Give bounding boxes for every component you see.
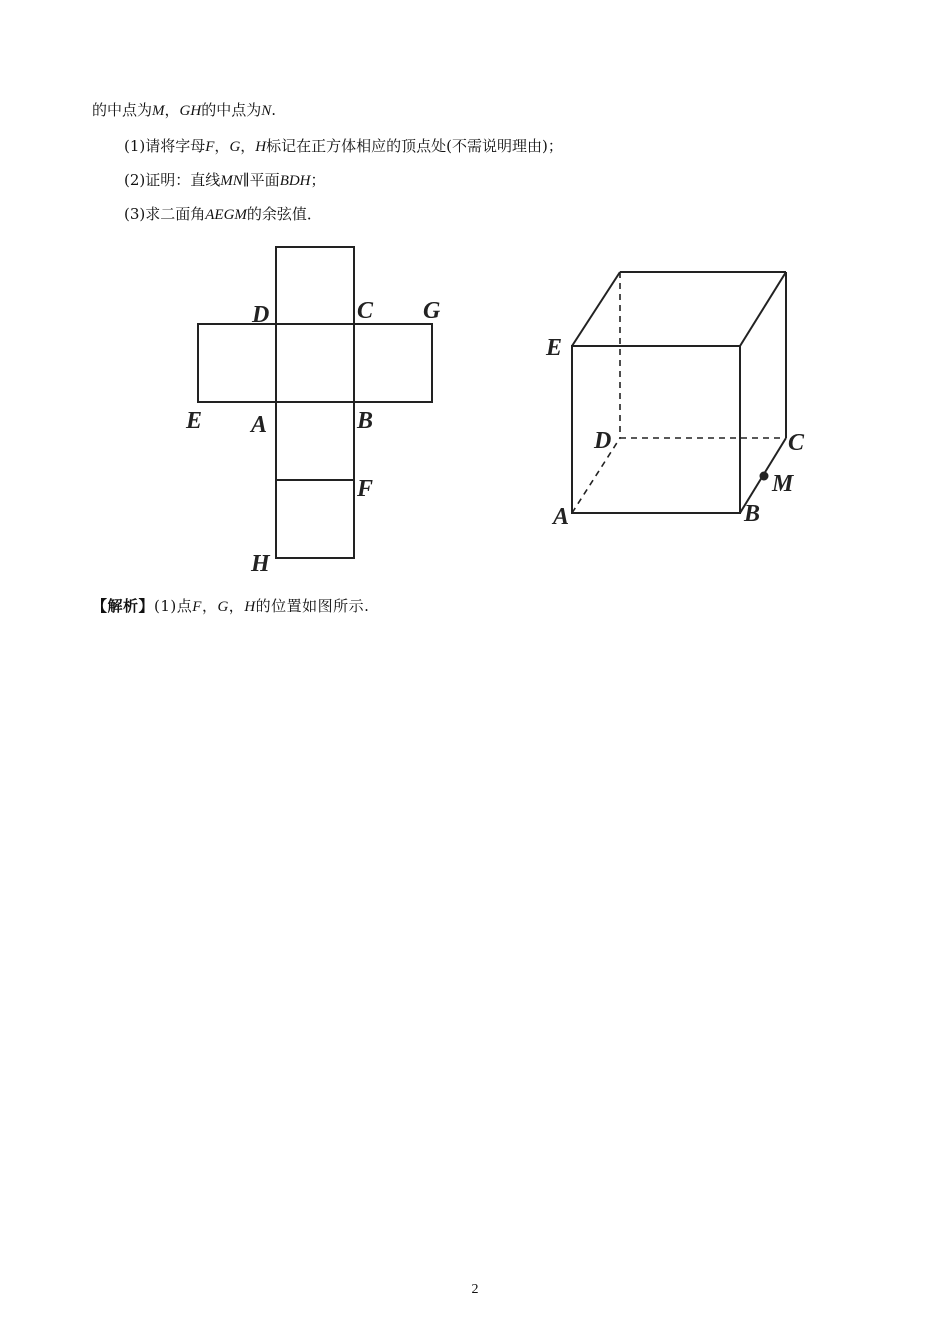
- text-fragment: ；: [310, 171, 326, 189]
- net-label-A: A: [251, 412, 268, 438]
- text-fragment: 标记在正方体相应的顶点处(不需说明理由)；: [266, 137, 563, 155]
- net-face-top: [276, 247, 354, 324]
- net-face-center: [276, 324, 354, 402]
- cube-labels: [545, 335, 805, 530]
- math-var-GH: GH: [179, 103, 202, 119]
- text-fragment: ，: [240, 137, 256, 155]
- page-number: 2: [471, 1282, 479, 1297]
- net-face-left: [198, 324, 276, 402]
- text-fragment: ，: [228, 597, 245, 615]
- math-var-G: G: [229, 139, 241, 155]
- text-fragment: ，: [201, 597, 218, 615]
- cube-label-M: M: [772, 471, 794, 497]
- cube-label-E: E: [546, 335, 563, 361]
- cube-label-C: C: [788, 430, 805, 456]
- math-var-F: F: [192, 599, 202, 615]
- math-var-H: H: [244, 599, 256, 615]
- text-fragment: 的中点为: [92, 101, 153, 119]
- text-fragment: .: [271, 101, 277, 119]
- cube-label-A: A: [553, 504, 570, 530]
- cube-point-M: [760, 472, 769, 481]
- cube-label-D: D: [594, 428, 612, 454]
- cube-edge: [740, 272, 786, 346]
- math-var-F: F: [205, 139, 215, 155]
- solution-tag: 【解析】: [92, 597, 155, 615]
- math-var-BDH: BDH: [279, 173, 311, 189]
- cube-edge: [572, 272, 620, 346]
- cube-net-labels: [185, 298, 441, 577]
- text-fragment: 的位置如图所示.: [255, 597, 370, 615]
- net-label-B: B: [357, 408, 374, 434]
- text-fragment: (2)证明：直线: [124, 171, 221, 189]
- math-var-MN: MN: [220, 173, 243, 189]
- text-fragment: ，: [214, 137, 230, 155]
- net-face-bottom: [276, 480, 354, 558]
- net-label-G: G: [423, 298, 441, 324]
- cube-hidden-edges: [572, 272, 786, 513]
- solution-line: [92, 596, 369, 617]
- net-label-C: C: [357, 298, 374, 324]
- net-label-E: E: [186, 408, 203, 434]
- math-var-H: H: [255, 139, 267, 155]
- text-fragment: (1)点: [154, 597, 193, 615]
- text-fragment: ，: [164, 101, 180, 119]
- math-var-AEGM: AEGM: [205, 207, 247, 223]
- text-fragment: (3)求二面角: [124, 205, 206, 223]
- cube-net-figure: [198, 247, 432, 558]
- text-fragment: 的中点为: [201, 101, 262, 119]
- net-label-H: H: [251, 551, 270, 577]
- math-var-N: N: [261, 103, 272, 119]
- net-label-D: D: [252, 302, 270, 328]
- text-fragment: (1)请将字母: [124, 137, 206, 155]
- cube-figure: [572, 272, 786, 513]
- text-fragment: ∥平面: [242, 171, 280, 189]
- math-var-M: M: [152, 103, 165, 119]
- cube-label-B: B: [744, 501, 761, 527]
- text-fragment: 的余弦值．: [246, 205, 322, 223]
- math-var-G: G: [217, 599, 229, 615]
- net-face-right: [354, 324, 432, 402]
- net-label-F: F: [357, 476, 374, 502]
- net-face-lower: [276, 402, 354, 480]
